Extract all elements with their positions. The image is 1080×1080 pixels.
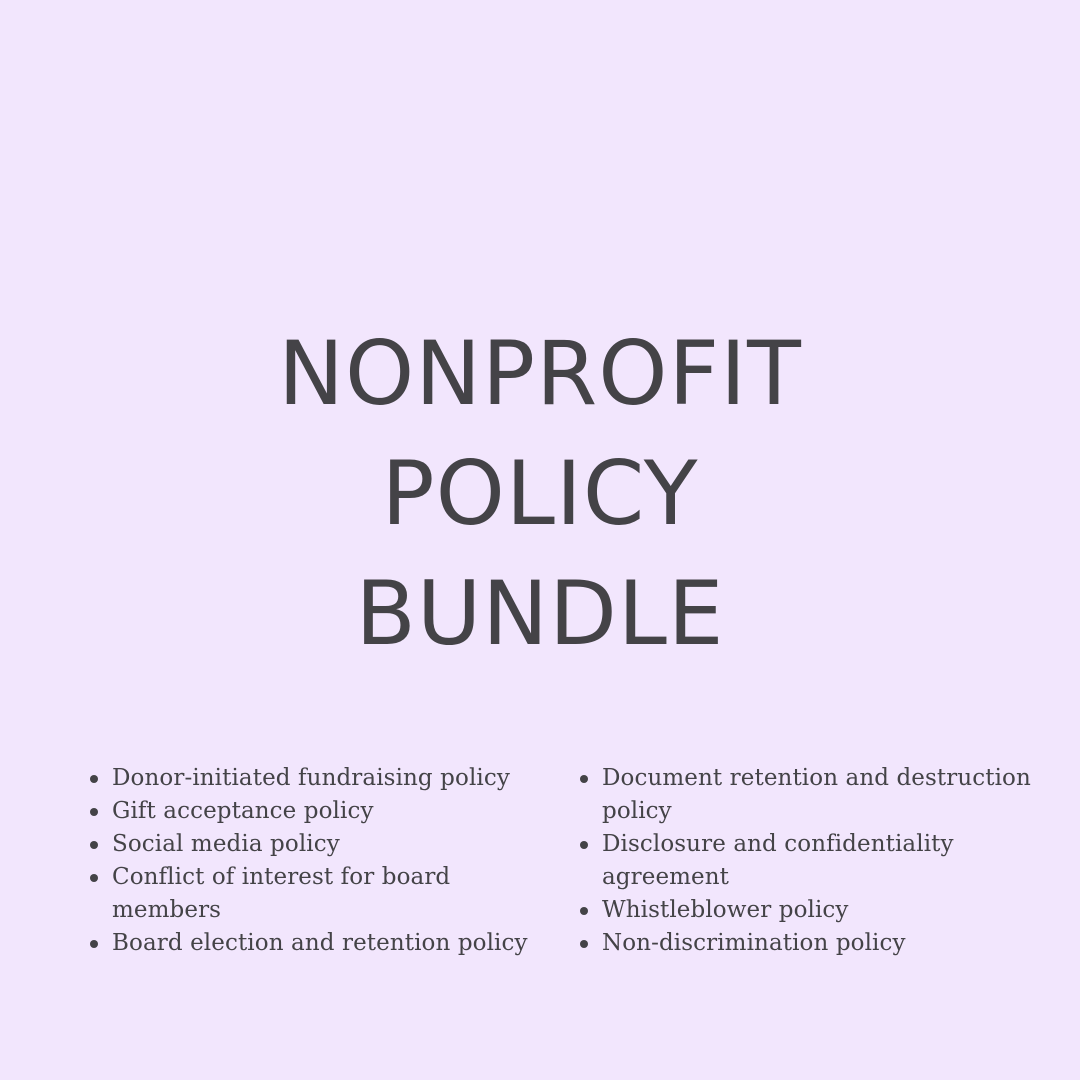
- bullet-icon: [90, 874, 98, 882]
- bullet-icon: [580, 940, 588, 948]
- list-item: [90, 861, 540, 927]
- list-item-label: Donor-initiated fundraising policy: [112, 765, 510, 791]
- bullet-icon: [580, 907, 588, 915]
- title-line-3: BUNDLE: [355, 562, 725, 665]
- list-item: [580, 894, 1040, 927]
- policy-list-left: [90, 762, 540, 960]
- list-item: [90, 795, 540, 828]
- list-item-label: Social media policy: [112, 831, 340, 857]
- bullet-icon: [580, 841, 588, 849]
- list-item: [580, 828, 1040, 894]
- page-title: [0, 314, 1080, 674]
- list-item: [580, 927, 1040, 960]
- list-item: [90, 828, 540, 861]
- bullet-icon: [90, 841, 98, 849]
- bullet-icon: [90, 775, 98, 783]
- list-item-label: Conflict of interest for board members: [112, 864, 451, 923]
- list-item-label: Whistleblower policy: [602, 897, 849, 923]
- bullet-icon: [90, 808, 98, 816]
- list-item-label: Gift acceptance policy: [112, 798, 374, 824]
- list-item-label: Disclosure and confidentiality agreement: [602, 831, 954, 890]
- bullet-icon: [580, 775, 588, 783]
- policy-list-right: [580, 762, 1040, 960]
- title-line-1: NONPROFIT: [278, 322, 802, 425]
- list-item: [580, 762, 1040, 828]
- list-item: [90, 927, 540, 960]
- bullet-icon: [90, 940, 98, 948]
- list-item-label: Non-discrimination policy: [602, 930, 906, 956]
- list-item: [90, 762, 540, 795]
- list-item-label: Board election and retention policy: [112, 930, 528, 956]
- title-line-2: POLICY: [381, 442, 699, 545]
- list-item-label: Document retention and destruction policy: [602, 765, 1031, 824]
